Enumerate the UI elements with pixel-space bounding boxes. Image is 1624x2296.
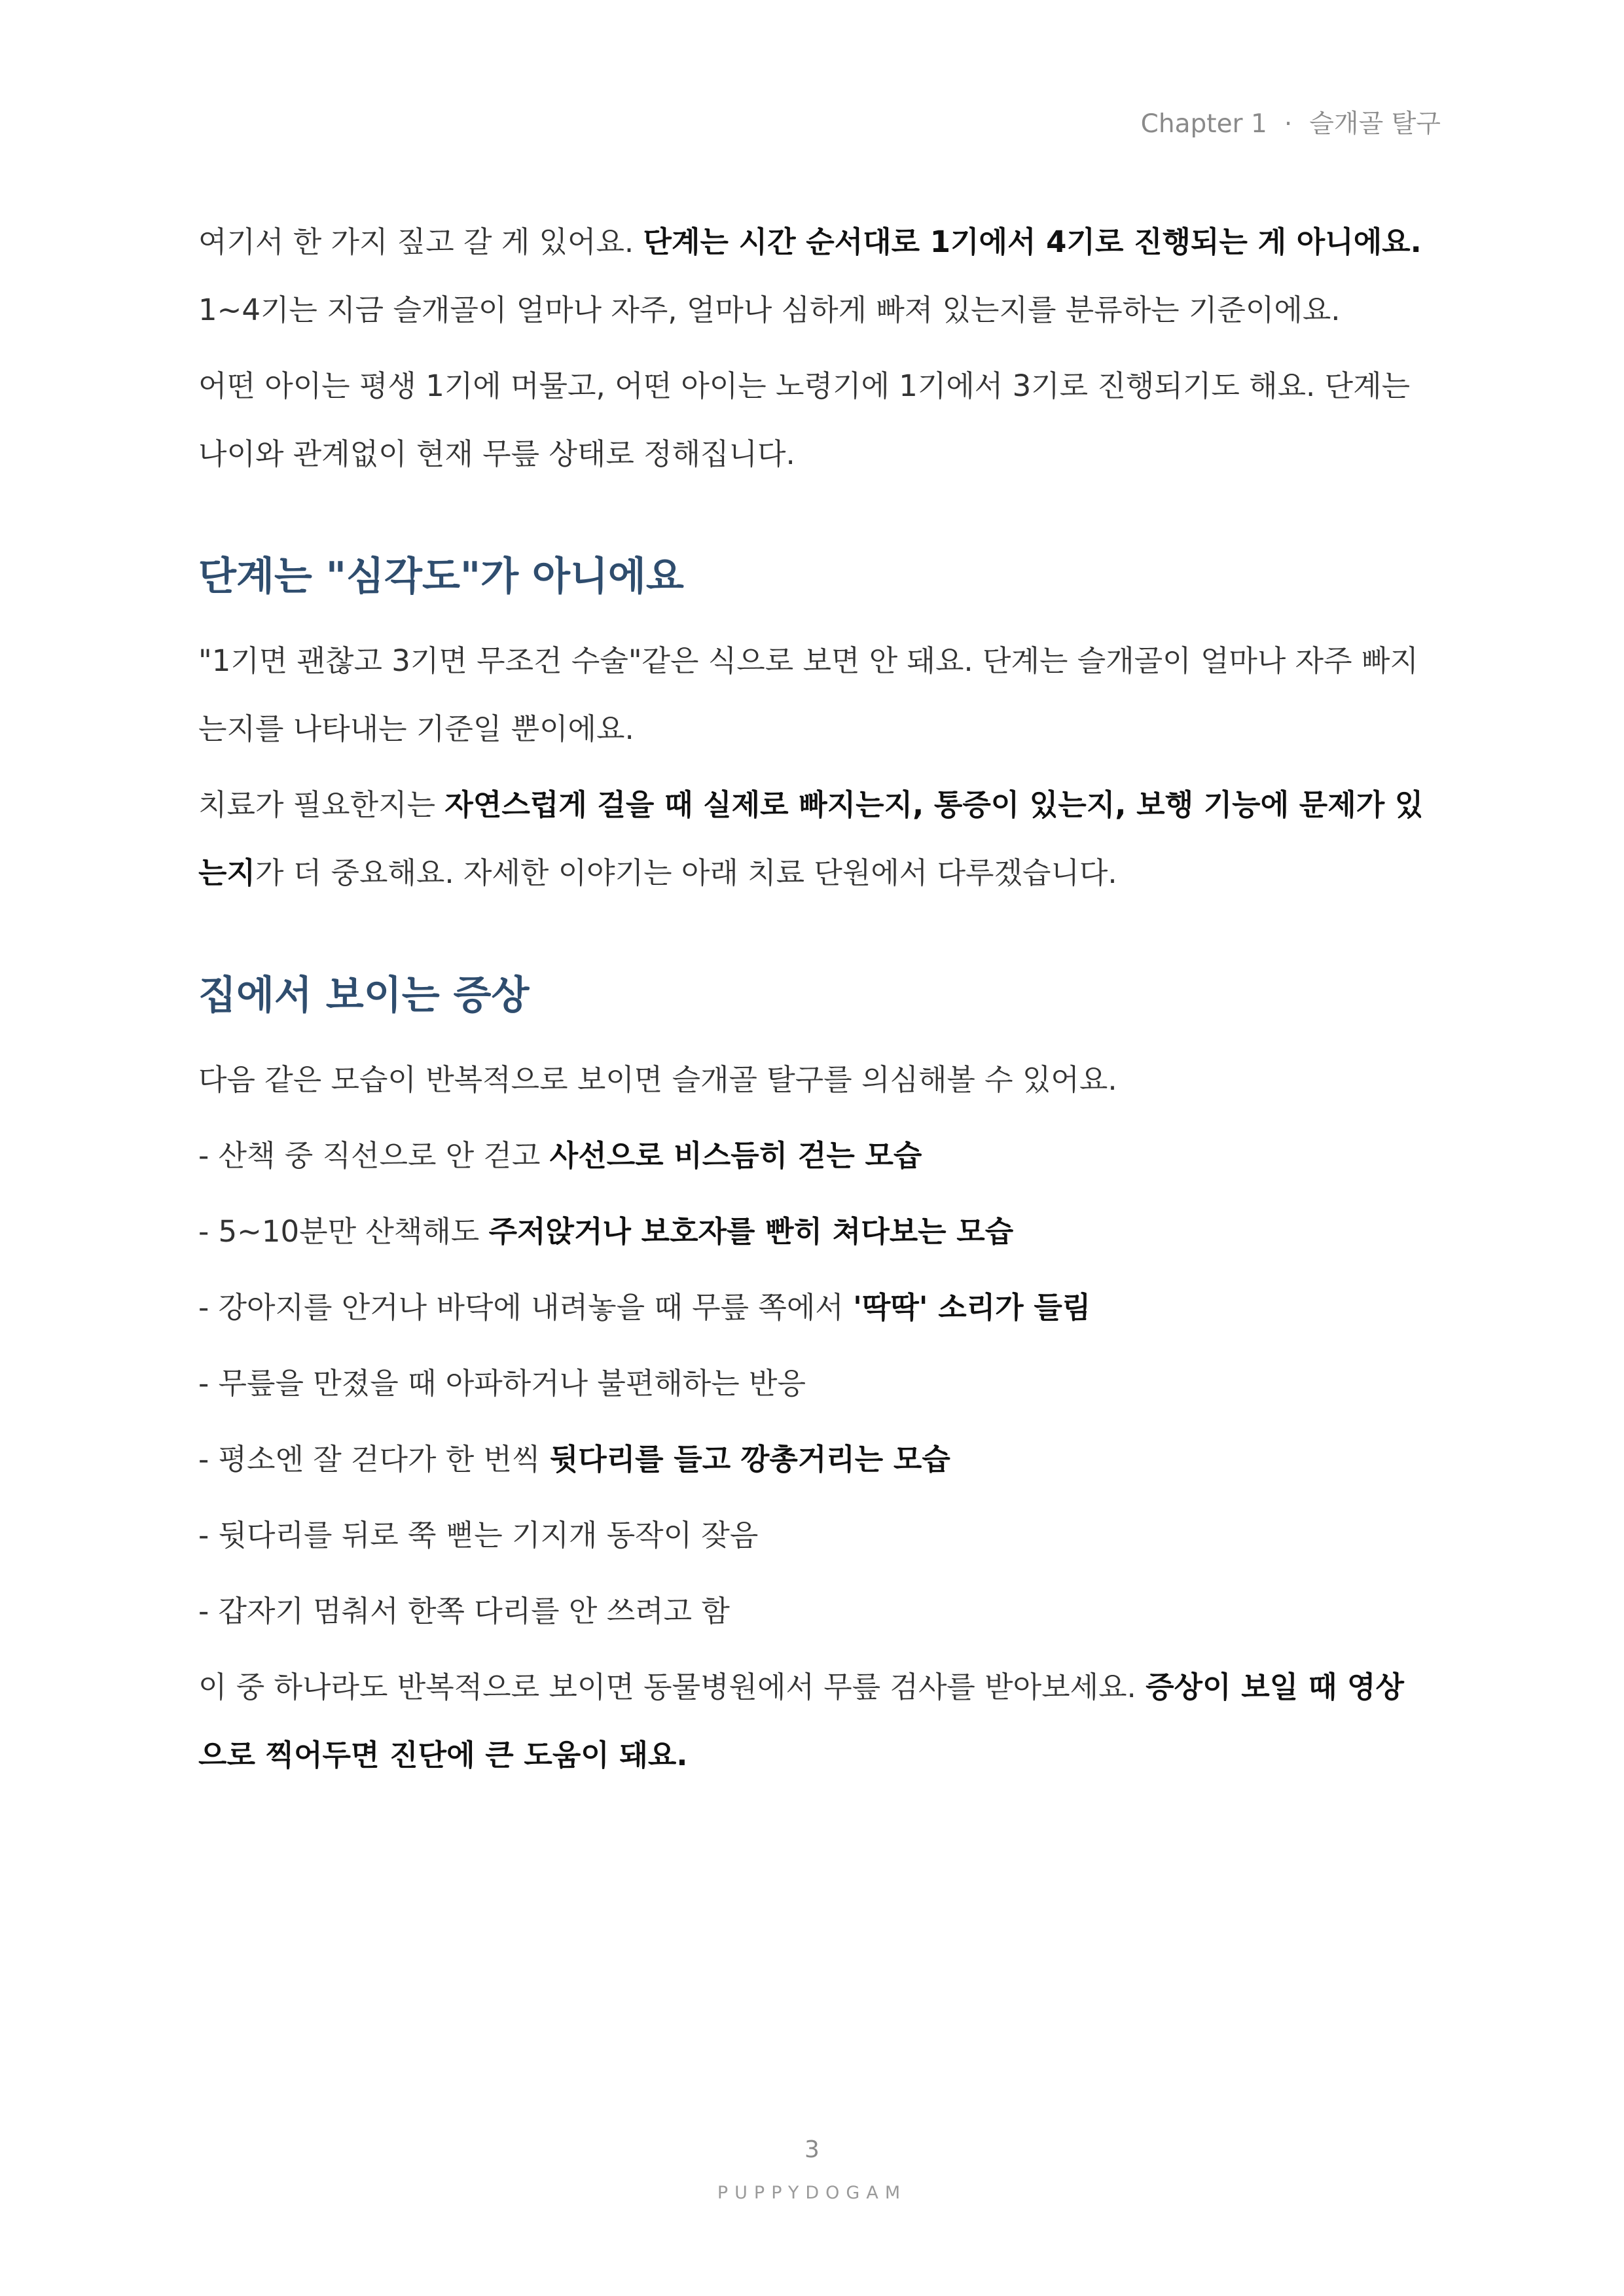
bold-text: 자연스럽게 걸을 때 실제로 빠지는지, 통증이 있는지, 보행 기능에 문제가 있는지 <box>198 787 1424 890</box>
list-item <box>198 1577 1428 1645</box>
page-body <box>198 208 1428 1797</box>
severity-paragraph-2 <box>198 771 1428 907</box>
section-heading-symptoms: 집에서 보이는 증상 <box>198 973 530 1018</box>
text-run: - 갑자기 멈춰서 한쪽 다리를 안 쓰려고 함 <box>198 1594 730 1628</box>
header-chapter: Chapter 1 <box>1140 109 1267 139</box>
running-header <box>1141 103 1441 140</box>
list-item <box>198 1122 1428 1190</box>
intro-paragraph-1 <box>198 208 1428 344</box>
list-item <box>198 1426 1428 1494</box>
bold-text: 사선으로 비스듬히 걷는 모습 <box>549 1138 922 1173</box>
bold-text: '딱딱' 소리가 들림 <box>853 1290 1091 1325</box>
symptoms-intro: 다음 같은 모습이 반복적으로 보이면 슬개골 탈구를 의심해볼 수 있어요. <box>198 1062 1117 1097</box>
text-run: - 뒷다리를 뒤로 쭉 뻗는 기지개 동작이 잦음 <box>198 1518 759 1552</box>
text-run: 이 중 하나라도 반복적으로 보이면 동물병원에서 무릎 검사를 받아보세요. <box>198 1670 1146 1704</box>
list-item <box>198 1501 1428 1570</box>
text-run: - 평소엔 잘 걷다가 한 번씩 <box>198 1442 550 1477</box>
text-run: - 무릎을 만졌을 때 아파하거나 불편해하는 반응 <box>198 1366 806 1401</box>
list-item <box>198 1350 1428 1418</box>
bold-text: 단계는 시간 순서대로 1기에서 4기로 진행되는 게 아니에요. <box>643 224 1422 259</box>
bold-text: 주저앉거나 보호자를 빤히 쳐다보는 모습 <box>488 1214 1014 1249</box>
section-heading-severity: 단계는 "심각도"가 아니에요 <box>198 554 684 600</box>
bold-text: 증상이 보일 때 영상으로 찍어두면 진단에 큰 도움이 돼요. <box>198 1670 1404 1772</box>
text-run: 치료가 필요한지는 <box>198 787 445 822</box>
text-run: 여기서 한 가지 짚고 갈 게 있어요. <box>198 224 643 259</box>
footer-brand: PUPPYDOGAM <box>717 2183 907 2203</box>
text-run: 가 더 중요해요. 자세한 이야기는 아래 치료 단원에서 다루겠습니다. <box>255 855 1117 890</box>
header-title: 슬개골 탈구 <box>1309 109 1441 139</box>
severity-paragraph-1: "1기면 괜찮고 3기면 무조건 수술"같은 식으로 보면 안 돼요. 단계는 슬개골이 얼마나 자주 빠지는지를 나타내는 기준일 뿐이에요. <box>198 643 1418 746</box>
list-item <box>198 1274 1428 1342</box>
intro-paragraph-2: 어떤 아이는 평생 1기에 머물고, 어떤 아이는 노령기에 1기에서 3기로 진행되기도 해요. 단계는 나이와 관계없이 현재 무릎 상태로 정해집니다. <box>198 368 1411 471</box>
text-run: 1~4기는 지금 슬개골이 얼마나 자주, 얼마나 심하게 빠져 있는지를 분류하는 기준이에요. <box>198 293 1341 327</box>
list-item <box>198 1198 1428 1266</box>
closing-paragraph <box>198 1653 1428 1789</box>
text-run: - 강아지를 안거나 바닥에 내려놓을 때 무릎 쪽에서 <box>198 1290 854 1325</box>
header-separator: · <box>1284 109 1293 139</box>
bold-text: 뒷다리를 들고 깡총거리는 모습 <box>549 1442 950 1477</box>
page-number: 3 <box>804 2136 820 2163</box>
text-run: - 5~10분만 산책해도 <box>198 1214 489 1249</box>
symptom-list <box>198 1122 1428 1645</box>
text-run: - 산책 중 직선으로 안 걷고 <box>198 1138 550 1173</box>
